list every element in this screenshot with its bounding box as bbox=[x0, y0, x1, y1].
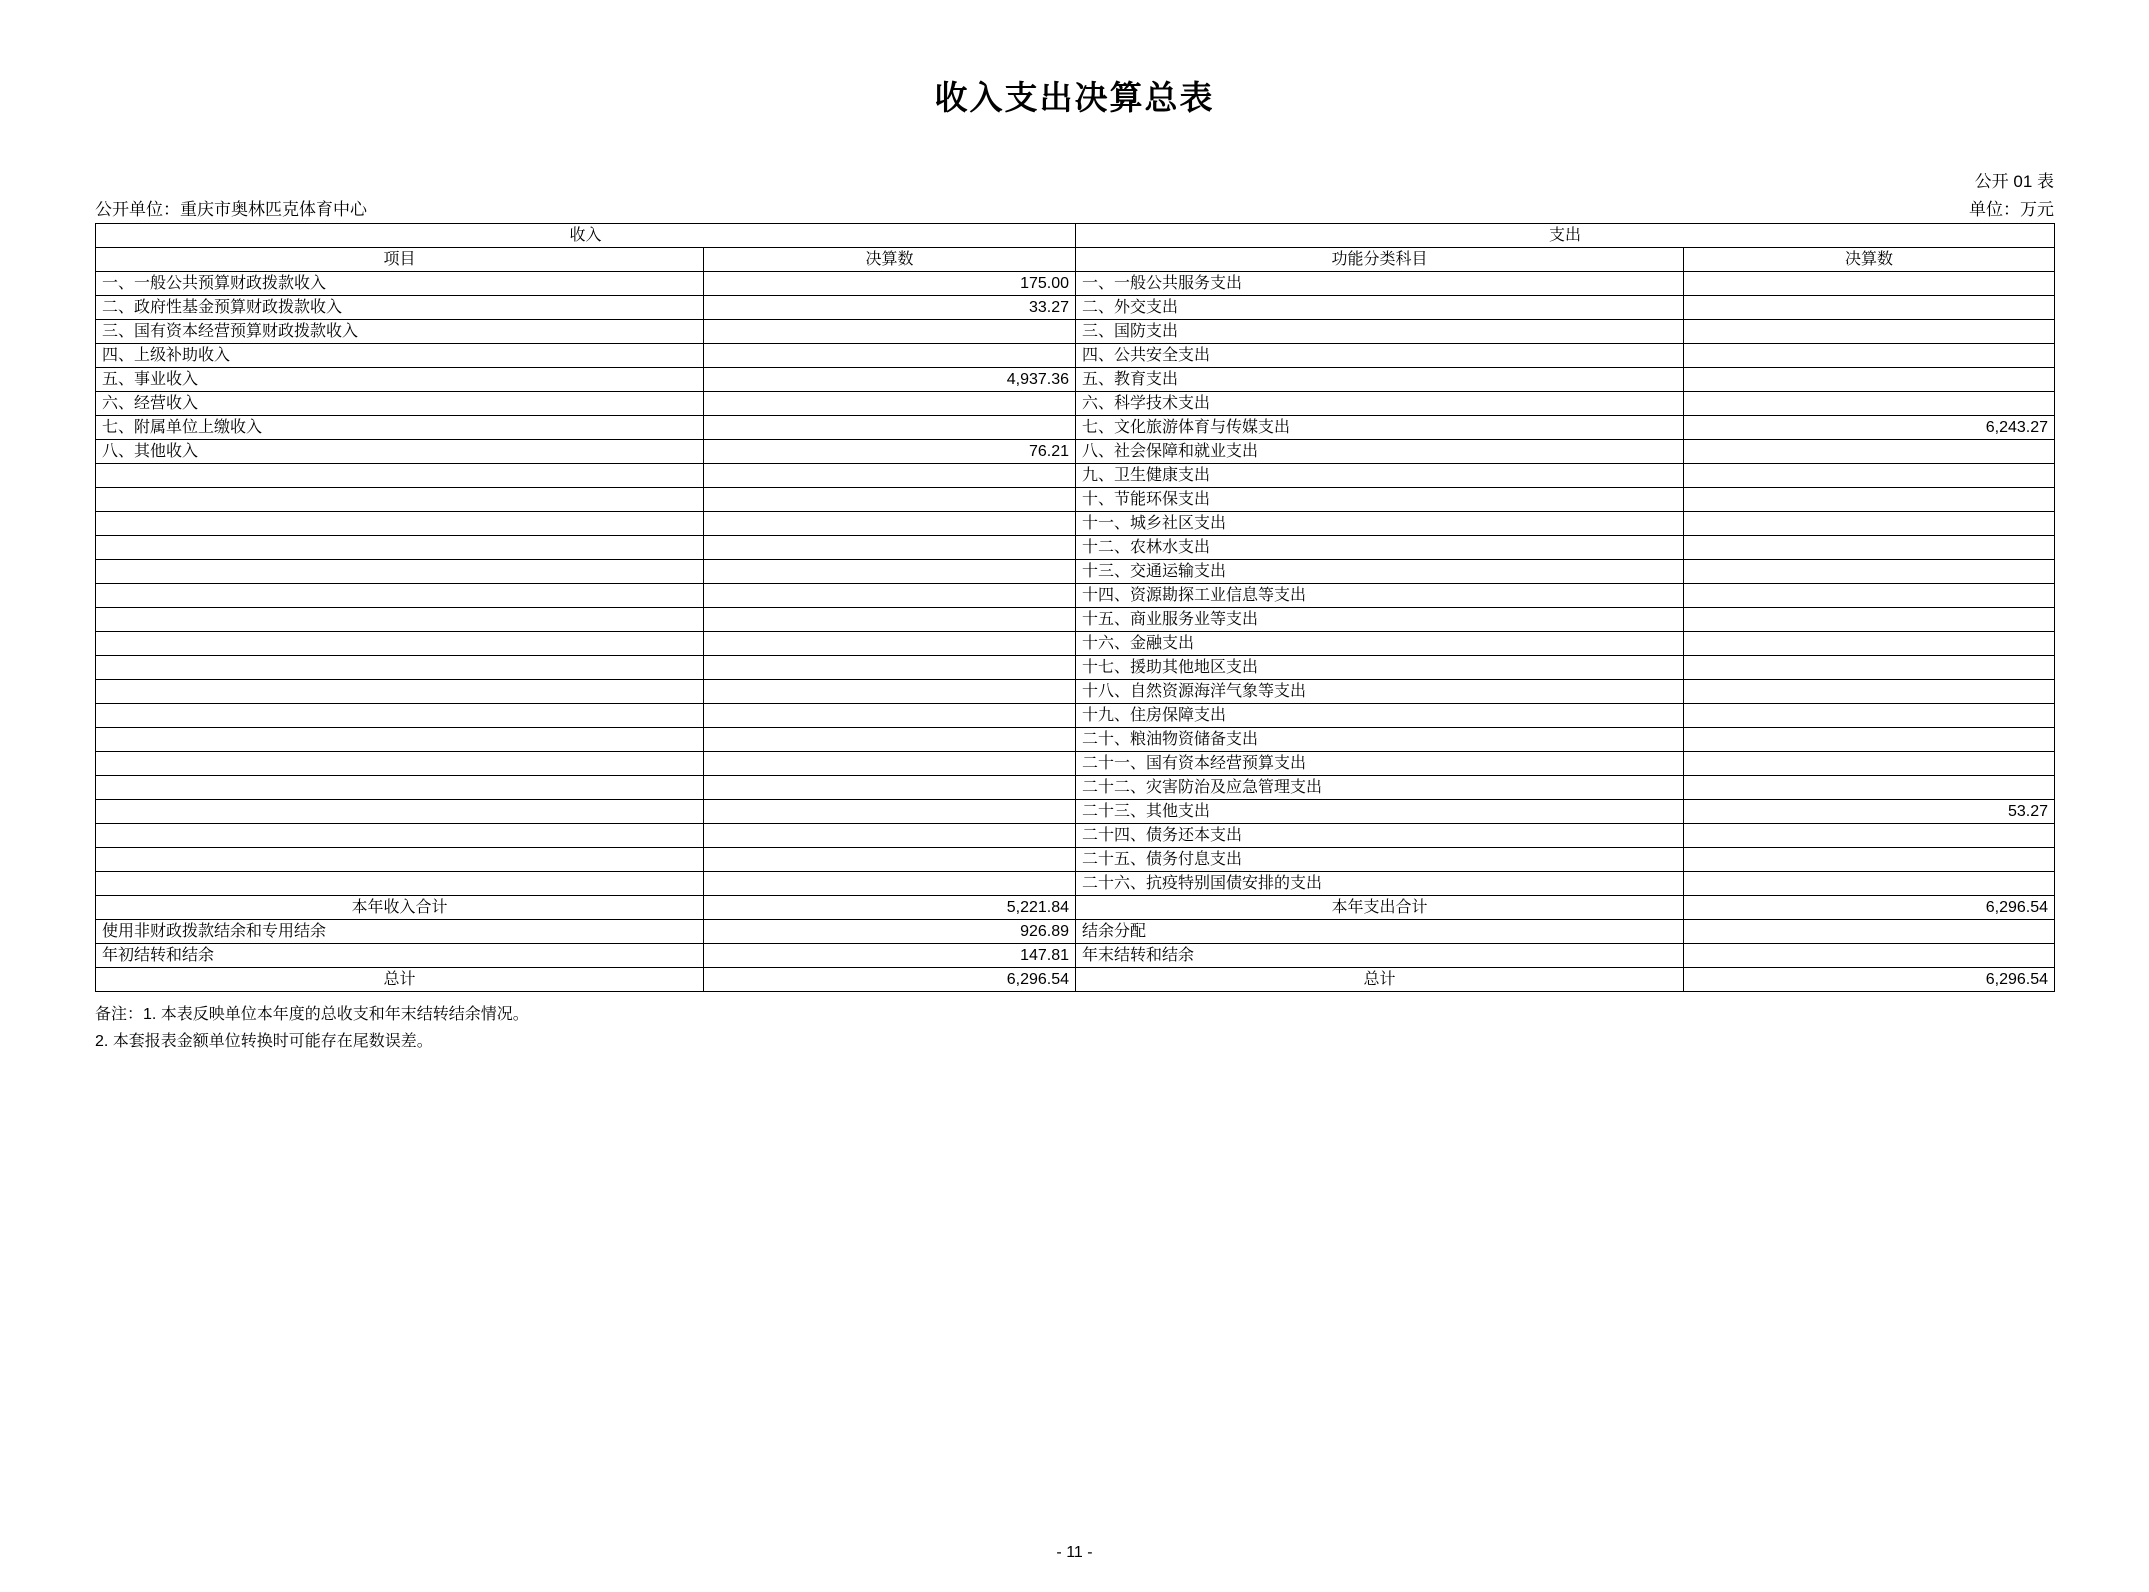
expense-amount-value bbox=[1684, 728, 2055, 752]
table-row bbox=[96, 800, 2055, 824]
income-amount-value: 76.21 bbox=[704, 440, 1076, 464]
income-amount-value: 33.27 bbox=[704, 296, 1076, 320]
income-total-value: 147.81 bbox=[704, 944, 1076, 968]
table-row bbox=[96, 632, 2055, 656]
expense-amount-value bbox=[1684, 608, 2055, 632]
income-item-label bbox=[96, 656, 704, 680]
table-row bbox=[96, 752, 2055, 776]
table-row bbox=[96, 560, 2055, 584]
income-item-label bbox=[96, 584, 704, 608]
table-column-header-row bbox=[96, 248, 2055, 272]
table-row bbox=[96, 704, 2055, 728]
income-amount-value bbox=[704, 608, 1076, 632]
table-row bbox=[96, 680, 2055, 704]
table-row bbox=[96, 368, 2055, 392]
expense-total-value: 6,296.54 bbox=[1684, 896, 2055, 920]
income-item-label: 六、经营收入 bbox=[96, 392, 704, 416]
expense-item-label: 五、教育支出 bbox=[1076, 368, 1684, 392]
expense-item-label: 二十六、抗疫特别国债安排的支出 bbox=[1076, 872, 1684, 896]
expense-item-label: 四、公共安全支出 bbox=[1076, 344, 1684, 368]
income-item-label bbox=[96, 728, 704, 752]
expense-amount-value: 53.27 bbox=[1684, 800, 2055, 824]
income-total-label: 总计 bbox=[96, 968, 704, 992]
table-row bbox=[96, 296, 2055, 320]
expense-item-label: 十九、住房保障支出 bbox=[1076, 704, 1684, 728]
income-amount-value bbox=[704, 392, 1076, 416]
income-item-label bbox=[96, 872, 704, 896]
table-row bbox=[96, 320, 2055, 344]
expense-item-label: 十四、资源勘探工业信息等支出 bbox=[1076, 584, 1684, 608]
column-header-expense-amount: 决算数 bbox=[1684, 248, 2055, 272]
expense-amount-value bbox=[1684, 488, 2055, 512]
income-item-label: 五、事业收入 bbox=[96, 368, 704, 392]
expense-item-label: 二十一、国有资本经营预算支出 bbox=[1076, 752, 1684, 776]
document-meta bbox=[95, 119, 2054, 223]
expense-item-label: 十七、援助其他地区支出 bbox=[1076, 656, 1684, 680]
income-amount-value bbox=[704, 584, 1076, 608]
page-number: - 11 - bbox=[1056, 1544, 1093, 1561]
expense-amount-value bbox=[1684, 848, 2055, 872]
expense-amount-value: 6,243.27 bbox=[1684, 416, 2055, 440]
income-item-label bbox=[96, 848, 704, 872]
expense-total-label: 年末结转和结余 bbox=[1076, 944, 1684, 968]
income-amount-value bbox=[704, 656, 1076, 680]
expense-item-label: 九、卫生健康支出 bbox=[1076, 464, 1684, 488]
table-row bbox=[96, 464, 2055, 488]
income-amount-value bbox=[704, 320, 1076, 344]
expense-amount-value bbox=[1684, 272, 2055, 296]
income-amount-value bbox=[704, 824, 1076, 848]
income-item-label: 七、附属单位上缴收入 bbox=[96, 416, 704, 440]
table-row bbox=[96, 536, 2055, 560]
expense-item-label: 十一、城乡社区支出 bbox=[1076, 512, 1684, 536]
expense-amount-value bbox=[1684, 368, 2055, 392]
expense-amount-value bbox=[1684, 872, 2055, 896]
income-amount-value bbox=[704, 488, 1076, 512]
expense-item-label: 十、节能环保支出 bbox=[1076, 488, 1684, 512]
table-row bbox=[96, 656, 2055, 680]
income-total-value: 5,221.84 bbox=[704, 896, 1076, 920]
income-item-label: 八、其他收入 bbox=[96, 440, 704, 464]
income-item-label bbox=[96, 680, 704, 704]
expense-amount-value bbox=[1684, 512, 2055, 536]
income-amount-value bbox=[704, 344, 1076, 368]
income-item-label: 四、上级补助收入 bbox=[96, 344, 704, 368]
income-amount-value bbox=[704, 872, 1076, 896]
table-row bbox=[96, 512, 2055, 536]
expense-item-label: 二十、粮油物资储备支出 bbox=[1076, 728, 1684, 752]
table-total-row bbox=[96, 968, 2055, 992]
expense-total-label: 本年支出合计 bbox=[1076, 896, 1684, 920]
expense-amount-value bbox=[1684, 344, 2055, 368]
table-row bbox=[96, 608, 2055, 632]
expense-item-label: 十八、自然资源海洋气象等支出 bbox=[1076, 680, 1684, 704]
expense-amount-value bbox=[1684, 320, 2055, 344]
column-header-expense-item: 功能分类科目 bbox=[1076, 248, 1684, 272]
group-header-expenditure: 支出 bbox=[1076, 224, 2055, 248]
income-total-value: 926.89 bbox=[704, 920, 1076, 944]
expense-total-label: 总计 bbox=[1076, 968, 1684, 992]
page-title: 收入支出决算总表 bbox=[934, 79, 1215, 116]
table-row bbox=[96, 392, 2055, 416]
expense-item-label: 三、国防支出 bbox=[1076, 320, 1684, 344]
expense-item-label: 二十四、债务还本支出 bbox=[1076, 824, 1684, 848]
income-total-label: 使用非财政拨款结余和专用结余 bbox=[96, 920, 704, 944]
note-line-2: 2. 本套报表金额单位转换时可能存在尾数误差。 bbox=[95, 1033, 433, 1050]
table-row bbox=[96, 776, 2055, 800]
income-item-label bbox=[96, 536, 704, 560]
disclosure-unit: 公开单位：重庆市奥林匹克体育中心 bbox=[95, 200, 367, 219]
income-item-label bbox=[96, 608, 704, 632]
document-page bbox=[0, 72, 2149, 1592]
income-item-label bbox=[96, 824, 704, 848]
income-item-label bbox=[96, 776, 704, 800]
expense-item-label: 一、一般公共服务支出 bbox=[1076, 272, 1684, 296]
expense-amount-value bbox=[1684, 824, 2055, 848]
income-item-label bbox=[96, 512, 704, 536]
expense-amount-value bbox=[1684, 296, 2055, 320]
income-item-label bbox=[96, 800, 704, 824]
income-amount-value bbox=[704, 416, 1076, 440]
expense-amount-value bbox=[1684, 752, 2055, 776]
income-amount-value bbox=[704, 464, 1076, 488]
income-total-value: 6,296.54 bbox=[704, 968, 1076, 992]
expense-item-label: 二十五、债务付息支出 bbox=[1076, 848, 1684, 872]
income-amount-value bbox=[704, 728, 1076, 752]
income-item-label: 三、国有资本经营预算财政拨款收入 bbox=[96, 320, 704, 344]
table-row bbox=[96, 344, 2055, 368]
income-amount-value bbox=[704, 848, 1076, 872]
expense-total-value bbox=[1684, 944, 2055, 968]
table-row bbox=[96, 416, 2055, 440]
table-row bbox=[96, 824, 2055, 848]
table-row bbox=[96, 440, 2055, 464]
income-item-label bbox=[96, 632, 704, 656]
group-header-income: 收入 bbox=[96, 224, 1076, 248]
expense-amount-value bbox=[1684, 704, 2055, 728]
expense-item-label: 七、文化旅游体育与传媒支出 bbox=[1076, 416, 1684, 440]
expense-amount-value bbox=[1684, 560, 2055, 584]
note-line-1: 备注：1. 本表反映单位本年度的总收支和年末结转结余情况。 bbox=[95, 1006, 529, 1023]
expense-item-label: 十六、金融支出 bbox=[1076, 632, 1684, 656]
income-item-label bbox=[96, 560, 704, 584]
income-amount-value bbox=[704, 776, 1076, 800]
income-total-label: 年初结转和结余 bbox=[96, 944, 704, 968]
income-amount-value bbox=[704, 560, 1076, 584]
income-total-label: 本年收入合计 bbox=[96, 896, 704, 920]
table-notes bbox=[95, 1001, 2054, 1055]
expense-amount-value bbox=[1684, 680, 2055, 704]
expense-item-label: 十三、交通运输支出 bbox=[1076, 560, 1684, 584]
income-amount-value: 175.00 bbox=[704, 272, 1076, 296]
table-row bbox=[96, 872, 2055, 896]
income-item-label bbox=[96, 488, 704, 512]
income-amount-value: 4,937.36 bbox=[704, 368, 1076, 392]
expense-amount-value bbox=[1684, 632, 2055, 656]
expense-item-label: 八、社会保障和就业支出 bbox=[1076, 440, 1684, 464]
table-row bbox=[96, 272, 2055, 296]
column-header-income-item: 项目 bbox=[96, 248, 704, 272]
column-header-income-amount: 决算数 bbox=[704, 248, 1076, 272]
expense-amount-value bbox=[1684, 776, 2055, 800]
table-row bbox=[96, 728, 2055, 752]
income-item-label bbox=[96, 704, 704, 728]
table-total-row bbox=[96, 896, 2055, 920]
expense-item-label: 二十二、灾害防治及应急管理支出 bbox=[1076, 776, 1684, 800]
income-item-label: 二、政府性基金预算财政拨款收入 bbox=[96, 296, 704, 320]
expense-amount-value bbox=[1684, 584, 2055, 608]
table-group-header-row bbox=[96, 224, 2055, 248]
table-row bbox=[96, 848, 2055, 872]
amount-unit: 单位：万元 bbox=[1969, 200, 2054, 219]
expense-amount-value bbox=[1684, 392, 2055, 416]
income-amount-value bbox=[704, 632, 1076, 656]
expense-amount-value bbox=[1684, 536, 2055, 560]
expense-amount-value bbox=[1684, 464, 2055, 488]
expense-item-label: 十二、农林水支出 bbox=[1076, 536, 1684, 560]
expense-total-value bbox=[1684, 920, 2055, 944]
income-amount-value bbox=[704, 680, 1076, 704]
expense-item-label: 二十三、其他支出 bbox=[1076, 800, 1684, 824]
expense-item-label: 十五、商业服务业等支出 bbox=[1076, 608, 1684, 632]
expense-total-value: 6,296.54 bbox=[1684, 968, 2055, 992]
expense-amount-value bbox=[1684, 440, 2055, 464]
income-amount-value bbox=[704, 800, 1076, 824]
income-amount-value bbox=[704, 512, 1076, 536]
expense-item-label: 二、外交支出 bbox=[1076, 296, 1684, 320]
expense-amount-value bbox=[1684, 656, 2055, 680]
budget-table bbox=[95, 223, 2055, 992]
income-item-label bbox=[96, 464, 704, 488]
income-amount-value bbox=[704, 752, 1076, 776]
table-total-row bbox=[96, 944, 2055, 968]
expense-total-label: 结余分配 bbox=[1076, 920, 1684, 944]
expense-item-label: 六、科学技术支出 bbox=[1076, 392, 1684, 416]
income-amount-value bbox=[704, 536, 1076, 560]
table-row bbox=[96, 584, 2055, 608]
income-item-label: 一、一般公共预算财政拨款收入 bbox=[96, 272, 704, 296]
table-row bbox=[96, 488, 2055, 512]
income-amount-value bbox=[704, 704, 1076, 728]
income-item-label bbox=[96, 752, 704, 776]
table-total-row bbox=[96, 920, 2055, 944]
form-number: 公开 01 表 bbox=[1974, 172, 2054, 191]
